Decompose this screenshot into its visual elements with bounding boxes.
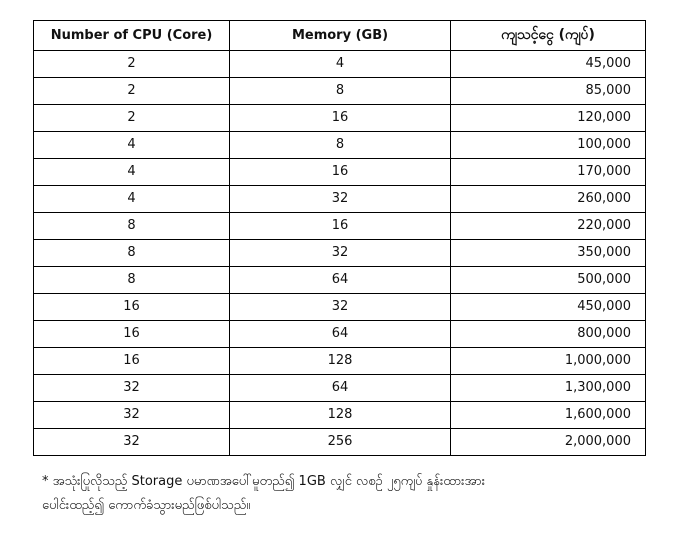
cell-cpu: 32 (34, 429, 230, 456)
cell-cpu: 2 (34, 78, 230, 105)
footnote-line-1: * အသုံးပြုလိုသည့် Storage ပမာဏအပေါ်မူတည်၍ 1GB လျှင် လစဉ် ၂၅ကျပ် နှုန်းထားအား (42, 474, 486, 489)
cell-memory: 16 (230, 213, 451, 240)
cell-price: 450,000 (451, 294, 646, 321)
table-row (34, 186, 646, 213)
cell-price: 260,000 (451, 186, 646, 213)
cell-price: 220,000 (451, 213, 646, 240)
cell-price: 170,000 (451, 159, 646, 186)
table-row (34, 213, 646, 240)
pricing-table-container (33, 20, 646, 456)
table-body (34, 51, 646, 456)
table-row (34, 267, 646, 294)
cell-memory: 16 (230, 159, 451, 186)
cell-memory: 128 (230, 402, 451, 429)
table-row (34, 402, 646, 429)
pricing-table (33, 20, 646, 456)
cell-cpu: 8 (34, 213, 230, 240)
cell-cpu: 32 (34, 375, 230, 402)
cell-price: 85,000 (451, 78, 646, 105)
cell-memory: 32 (230, 294, 451, 321)
cell-price: 2,000,000 (451, 429, 646, 456)
cell-memory: 8 (230, 132, 451, 159)
cell-cpu: 4 (34, 186, 230, 213)
table-row (34, 105, 646, 132)
cell-cpu: 32 (34, 402, 230, 429)
cell-memory: 64 (230, 375, 451, 402)
cell-memory: 64 (230, 321, 451, 348)
cell-memory: 8 (230, 78, 451, 105)
cell-memory: 128 (230, 348, 451, 375)
cell-price: 120,000 (451, 105, 646, 132)
cell-price: 500,000 (451, 267, 646, 294)
cell-memory: 64 (230, 267, 451, 294)
table-header-row (34, 21, 646, 51)
table-row (34, 51, 646, 78)
footnote (42, 470, 662, 518)
header-memory: Memory (GB) (230, 21, 451, 51)
cell-price: 350,000 (451, 240, 646, 267)
footnote-line-2: ပေါင်းထည့်၍ ကောက်ခံသွားမည်ဖြစ်ပါသည်။ (42, 498, 251, 513)
table-row (34, 78, 646, 105)
table-row (34, 159, 646, 186)
cell-memory: 32 (230, 240, 451, 267)
cell-cpu: 8 (34, 240, 230, 267)
cell-cpu: 16 (34, 348, 230, 375)
cell-memory: 32 (230, 186, 451, 213)
cell-price: 800,000 (451, 321, 646, 348)
cell-cpu: 2 (34, 51, 230, 78)
header-price: ကျသင့်ငွေ (ကျပ်) (451, 21, 646, 51)
cell-cpu: 2 (34, 105, 230, 132)
table-row (34, 375, 646, 402)
cell-cpu: 16 (34, 321, 230, 348)
cell-price: 1,300,000 (451, 375, 646, 402)
table-row (34, 321, 646, 348)
cell-memory: 256 (230, 429, 451, 456)
table-row (34, 240, 646, 267)
cell-price: 1,000,000 (451, 348, 646, 375)
cell-memory: 4 (230, 51, 451, 78)
cell-price: 1,600,000 (451, 402, 646, 429)
table-row (34, 348, 646, 375)
table-row (34, 132, 646, 159)
cell-cpu: 16 (34, 294, 230, 321)
cell-cpu: 4 (34, 132, 230, 159)
cell-price: 45,000 (451, 51, 646, 78)
cell-memory: 16 (230, 105, 451, 132)
cell-price: 100,000 (451, 132, 646, 159)
cell-cpu: 8 (34, 267, 230, 294)
table-row (34, 429, 646, 456)
table-row (34, 294, 646, 321)
header-cpu: Number of CPU (Core) (34, 21, 230, 51)
cell-cpu: 4 (34, 159, 230, 186)
